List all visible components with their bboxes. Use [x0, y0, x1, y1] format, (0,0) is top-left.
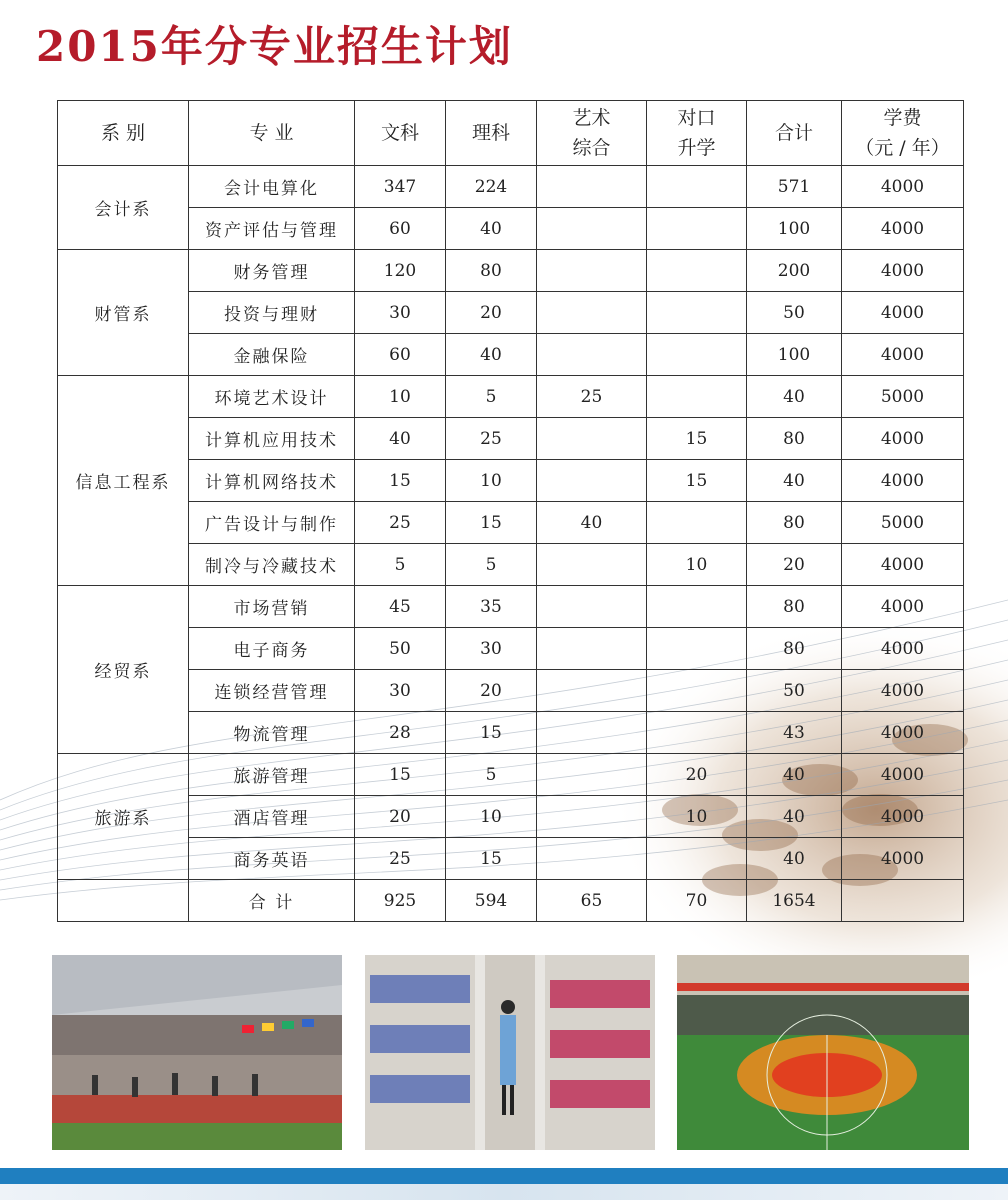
stadium-photo — [52, 955, 342, 1150]
major-name: 广告设计与制作 — [189, 502, 355, 544]
cell-wenke: 120 — [355, 250, 446, 292]
table-row — [58, 334, 964, 376]
cell-total: 40 — [747, 796, 842, 838]
cell-wenke: 15 — [355, 460, 446, 502]
dept-name: 旅游系 — [58, 754, 189, 880]
cell-duikou: 10 — [647, 796, 747, 838]
major-name: 市场营销 — [189, 586, 355, 628]
summary-label: 合 计 — [189, 880, 355, 922]
table-header-row — [58, 101, 964, 166]
cell-total: 40 — [747, 460, 842, 502]
cell-like: 20 — [446, 670, 537, 712]
cell-like: 224 — [446, 166, 537, 208]
table-row — [58, 376, 964, 418]
cell-total: 100 — [747, 208, 842, 250]
cell-like: 30 — [446, 628, 537, 670]
cell-duikou: 15 — [647, 460, 747, 502]
table-row — [58, 502, 964, 544]
cell-total: 80 — [747, 628, 842, 670]
table-row — [58, 628, 964, 670]
cell-like: 35 — [446, 586, 537, 628]
header-duikou-line1: 对口 — [677, 107, 716, 129]
cell-wenke: 30 — [355, 670, 446, 712]
cell-art — [537, 166, 647, 208]
major-name: 连锁经营管理 — [189, 670, 355, 712]
cell-art — [537, 334, 647, 376]
cell-like: 40 — [446, 334, 537, 376]
table-row — [58, 208, 964, 250]
cell-art — [537, 796, 647, 838]
cell-wenke: 20 — [355, 796, 446, 838]
header-fee — [842, 101, 964, 166]
major-name: 旅游管理 — [189, 754, 355, 796]
cell-fee: 4000 — [842, 418, 964, 460]
table-row — [58, 460, 964, 502]
cell-like: 25 — [446, 418, 537, 460]
header-total: 合计 — [747, 101, 842, 166]
summary-wenke: 925 — [355, 880, 446, 922]
cell-art — [537, 418, 647, 460]
cell-total: 80 — [747, 502, 842, 544]
cell-fee: 4000 — [842, 586, 964, 628]
cell-fee: 4000 — [842, 712, 964, 754]
sports-field-photo — [677, 955, 969, 1150]
major-name: 酒店管理 — [189, 796, 355, 838]
footer-bar — [0, 1168, 1008, 1184]
summary-like: 594 — [446, 880, 537, 922]
major-name: 财务管理 — [189, 250, 355, 292]
cell-art — [537, 292, 647, 334]
major-name: 投资与理财 — [189, 292, 355, 334]
header-major: 专 业 — [189, 101, 355, 166]
table-row — [58, 166, 964, 208]
table-row — [58, 544, 964, 586]
cell-like: 15 — [446, 502, 537, 544]
summary-total: 1654 — [747, 880, 842, 922]
major-name: 电子商务 — [189, 628, 355, 670]
cell-wenke: 5 — [355, 544, 446, 586]
summary-art: 65 — [537, 880, 647, 922]
cell-duikou — [647, 502, 747, 544]
cell-fee: 4000 — [842, 628, 964, 670]
cell-fee: 4000 — [842, 292, 964, 334]
cell-like: 20 — [446, 292, 537, 334]
cell-duikou — [647, 250, 747, 292]
major-name: 计算机网络技术 — [189, 460, 355, 502]
header-fee-line1: 学费 — [883, 107, 922, 129]
cell-total: 80 — [747, 586, 842, 628]
major-name: 计算机应用技术 — [189, 418, 355, 460]
cell-art: 25 — [537, 376, 647, 418]
cell-total: 40 — [747, 376, 842, 418]
table-row — [58, 250, 964, 292]
cell-total: 40 — [747, 754, 842, 796]
enrollment-plan-table — [57, 100, 964, 922]
cell-fee: 5000 — [842, 376, 964, 418]
table-row — [58, 292, 964, 334]
cell-like: 80 — [446, 250, 537, 292]
cell-fee: 4000 — [842, 334, 964, 376]
cell-art — [537, 712, 647, 754]
cell-fee: 4000 — [842, 838, 964, 880]
cell-wenke: 45 — [355, 586, 446, 628]
dept-name: 财管系 — [58, 250, 189, 376]
library-photo — [365, 955, 655, 1150]
header-like: 理科 — [446, 101, 537, 166]
cell-duikou: 15 — [647, 418, 747, 460]
cell-duikou — [647, 712, 747, 754]
cell-art — [537, 670, 647, 712]
header-art-line1: 艺术 — [572, 107, 611, 129]
cell-art — [537, 838, 647, 880]
cell-fee: 4000 — [842, 754, 964, 796]
header-duikou — [647, 101, 747, 166]
header-fee-line2: （元 / 年） — [855, 137, 950, 159]
cell-duikou — [647, 628, 747, 670]
cell-wenke: 30 — [355, 292, 446, 334]
cell-art — [537, 208, 647, 250]
cell-like: 15 — [446, 838, 537, 880]
page-title: 2015年分专业招生计划 — [36, 22, 513, 71]
footer-strip — [0, 1184, 1008, 1200]
cell-total: 20 — [747, 544, 842, 586]
cell-duikou: 10 — [647, 544, 747, 586]
cell-wenke: 60 — [355, 334, 446, 376]
cell-fee: 5000 — [842, 502, 964, 544]
header-duikou-line2: 升学 — [677, 137, 716, 159]
cell-wenke: 15 — [355, 754, 446, 796]
cell-wenke: 50 — [355, 628, 446, 670]
table-row — [58, 712, 964, 754]
cell-duikou — [647, 838, 747, 880]
major-name: 资产评估与管理 — [189, 208, 355, 250]
header-wenke: 文科 — [355, 101, 446, 166]
cell-wenke: 25 — [355, 502, 446, 544]
cell-art: 40 — [537, 502, 647, 544]
major-name: 环境艺术设计 — [189, 376, 355, 418]
cell-art — [537, 460, 647, 502]
cell-like: 5 — [446, 376, 537, 418]
cell-duikou — [647, 334, 747, 376]
cell-art — [537, 586, 647, 628]
cell-fee: 4000 — [842, 796, 964, 838]
major-name: 会计电算化 — [189, 166, 355, 208]
cell-total: 200 — [747, 250, 842, 292]
cell-fee: 4000 — [842, 250, 964, 292]
cell-wenke: 40 — [355, 418, 446, 460]
table-row — [58, 838, 964, 880]
cell-total: 80 — [747, 418, 842, 460]
table-row — [58, 418, 964, 460]
cell-total: 40 — [747, 838, 842, 880]
summary-duikou: 70 — [647, 880, 747, 922]
cell-fee: 4000 — [842, 208, 964, 250]
cell-total: 43 — [747, 712, 842, 754]
cell-total: 50 — [747, 670, 842, 712]
table-row — [58, 796, 964, 838]
cell-fee: 4000 — [842, 460, 964, 502]
cell-art — [537, 754, 647, 796]
cell-fee: 4000 — [842, 544, 964, 586]
major-name: 物流管理 — [189, 712, 355, 754]
cell-wenke: 28 — [355, 712, 446, 754]
major-name: 金融保险 — [189, 334, 355, 376]
major-name: 商务英语 — [189, 838, 355, 880]
cell-wenke: 347 — [355, 166, 446, 208]
cell-art — [537, 544, 647, 586]
cell-wenke: 10 — [355, 376, 446, 418]
table-row — [58, 586, 964, 628]
cell-duikou — [647, 292, 747, 334]
table-row — [58, 670, 964, 712]
dept-name: 会计系 — [58, 166, 189, 250]
dept-name: 经贸系 — [58, 586, 189, 754]
cell-duikou — [647, 670, 747, 712]
cell-fee: 4000 — [842, 670, 964, 712]
header-dept: 系 别 — [58, 101, 189, 166]
cell-like: 5 — [446, 544, 537, 586]
photo-strip — [0, 955, 1008, 1155]
cell-wenke: 25 — [355, 838, 446, 880]
cell-wenke: 60 — [355, 208, 446, 250]
dept-name: 信息工程系 — [58, 376, 189, 586]
cell-total: 50 — [747, 292, 842, 334]
summary-fee — [842, 880, 964, 922]
cell-like: 10 — [446, 460, 537, 502]
cell-like: 10 — [446, 796, 537, 838]
cell-duikou: 20 — [647, 754, 747, 796]
cell-total: 571 — [747, 166, 842, 208]
cell-duikou — [647, 166, 747, 208]
table-row — [58, 754, 964, 796]
cell-art — [537, 250, 647, 292]
cell-like: 15 — [446, 712, 537, 754]
summary-row — [58, 880, 964, 922]
cell-duikou — [647, 586, 747, 628]
cell-fee: 4000 — [842, 166, 964, 208]
cell-total: 100 — [747, 334, 842, 376]
cell-like: 5 — [446, 754, 537, 796]
cell-duikou — [647, 208, 747, 250]
cell-duikou — [647, 376, 747, 418]
header-art — [537, 101, 647, 166]
cell-art — [537, 628, 647, 670]
header-art-line2: 综合 — [572, 137, 611, 159]
major-name: 制冷与冷藏技术 — [189, 544, 355, 586]
cell-like: 40 — [446, 208, 537, 250]
summary-dept-cell — [58, 880, 189, 922]
